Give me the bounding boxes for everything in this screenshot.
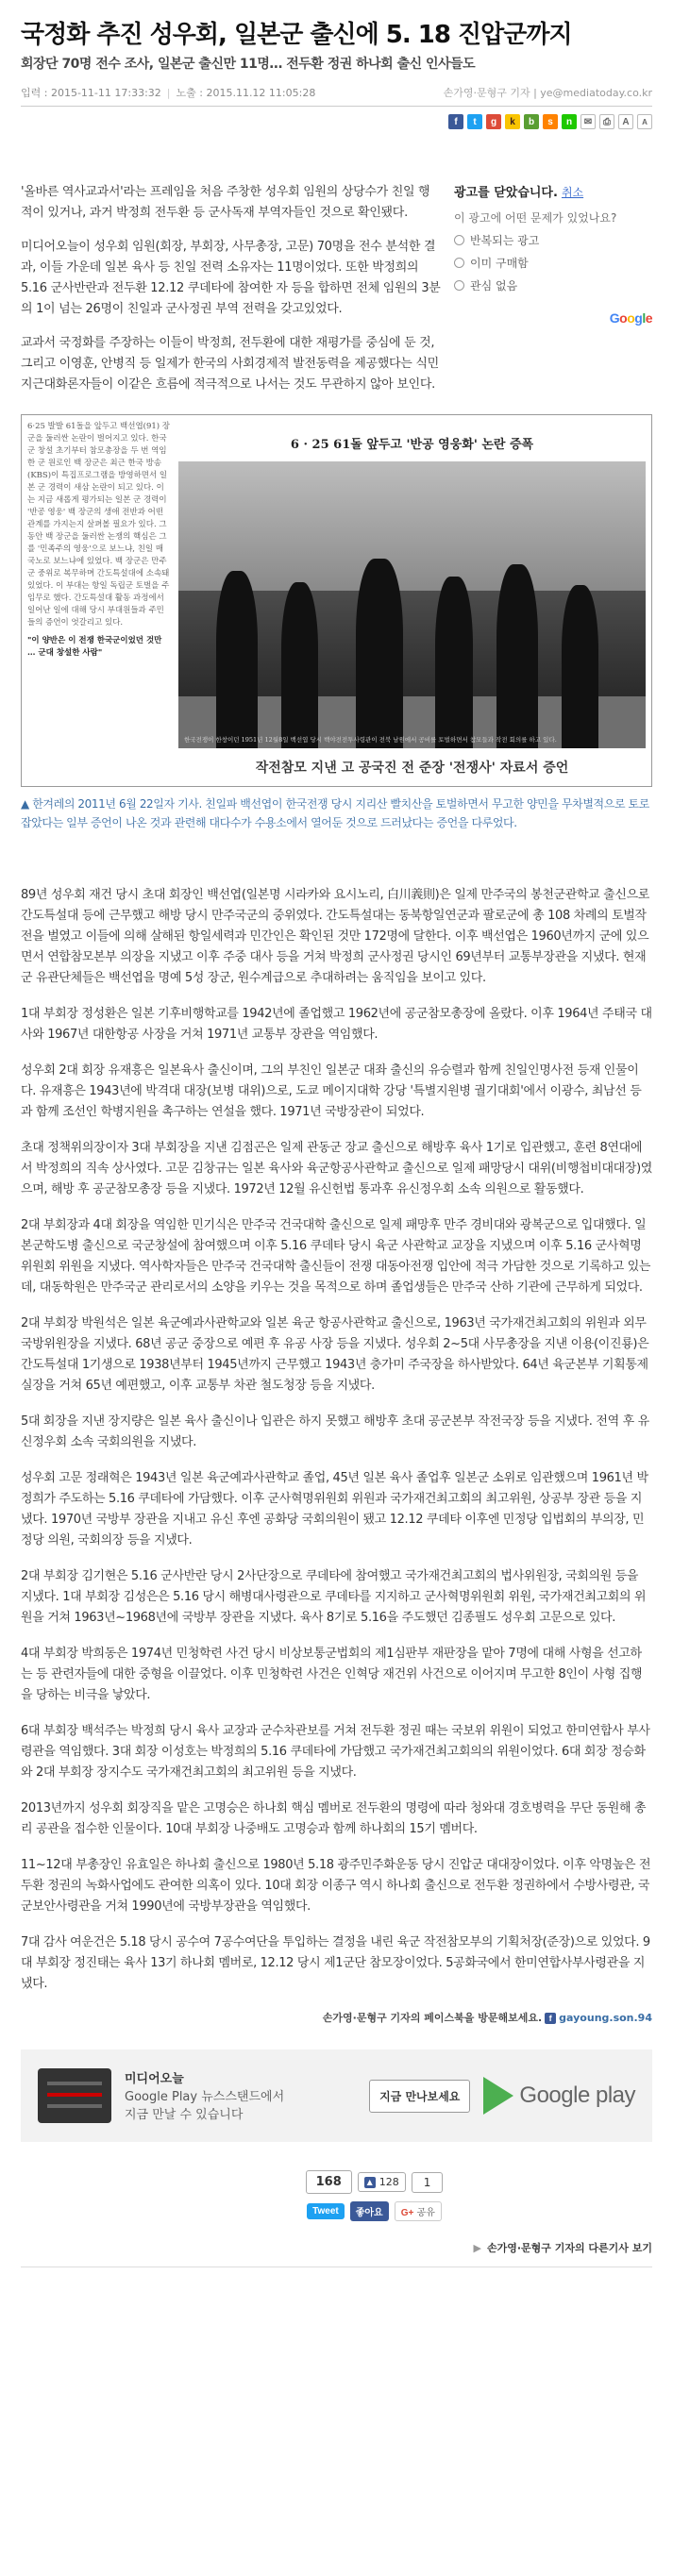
print-icon[interactable]: ⎙: [599, 114, 614, 129]
font-decrease-icon[interactable]: A: [637, 114, 652, 129]
email-icon[interactable]: ✉: [580, 114, 596, 129]
figure-highlight: "이 양반은 이 전쟁 한국군이었던 것만 … 군대 창설한 사람": [27, 636, 162, 658]
ad-feedback-question: 이 광고에 어떤 문제가 있었나요?: [454, 211, 617, 225]
intro-paragraph: '올바른 역사교과서'라는 프레임을 처음 주창한 성우회 임원의 상당수가 친일 행적이 있거나, 과거 박정희 전두환 등 군사독재 부역자들인 것으로 확인됐다.: [21, 185, 430, 220]
figure-title: 6 · 25 61돌 앞두고 '반공 영웅화' 논란 증폭: [290, 438, 534, 452]
ad-feedback-option[interactable]: 이미 구매함: [454, 255, 652, 271]
media-logo: [38, 2068, 111, 2123]
promo-text: [125, 2068, 356, 2124]
article-paragraph: 2대 부회장 김기현은 5.16 군사반란 당시 2사단장으로 쿠데타에 참여했고 국가재건최고회의 법사위원장, 국회의원 등을 지냈다. 1대 부회장 김성은은 5.16 당시 해병대사령관으로 쿠데타를 지지하고 군사혁명위원회 위원, 국가재건최고회의 위원을 거쳐 1963년~1968년에 국방부 장관을 지냈다. 육사 8기로 5.16을 주도했던 김종필도 성우회 고문으로 있다.: [21, 1569, 647, 1625]
intro-paragraph: 교과서 국정화를 주장하는 이들이 박정희, 전두환에 대한 재평가를 중심에 둔 것, 그리고 이영훈, 안병직 등 일제가 한국의 사회경제적 발전동력을 제공했다는 식민지근대화론자들이 이같은 흐름에 적극적으로 나서는 것도 무관하지 않아 보인다.: [21, 336, 439, 392]
total-share-count: 168: [306, 2170, 352, 2194]
facebook-link[interactable]: gayoung.son.94: [559, 2012, 652, 2024]
published-time: 입력 : 2015-11-11 17:33:32: [21, 87, 161, 99]
article-subtitle: 회장단 70명 전수 조사, 일본군 출신만 11명… 전두환 정권 하나회 출신 인사들도: [21, 57, 476, 72]
reporter-byline: 손가영·문형구 기자의 페이스북을 방문해보세요. f gayoung.son.94: [322, 2012, 652, 2024]
article-paragraph: 2대 부회장과 4대 회장을 역임한 민기식은 만주국 건국대학 출신으로 일제 패망후 만주 경비대와 광복군으로 입대했다. 일본군학도병 출신으로 국군창설에 참여했으며 이후 5.16 쿠데타 당시 육군 사관학교 교장을 지냈으며 이후 5.16 군사혁명위원회 위원을 지냈다. 역사학자들은 만주국 건국대학 출신들이 전쟁 대동아전쟁 입안에 적극 가담한 것으로 기록하고 있는데, 대동학원은 만주국군 관리로서의 소양을 키우는 것을 목적으로 하며 졸업생들은 만주국 산하 기관에 근무하게 되었다.: [21, 1218, 651, 1295]
googleplus-count: 1: [412, 2172, 444, 2193]
photo-caption: 한국전쟁이 한창이던 1951년 12월8일 백선엽 당시 백야전전투사령관이 전북 남원에서 공비를 토벌하면서 참모들과 작전 회의를 하고 있다.: [184, 736, 557, 744]
figure-main: [178, 421, 646, 780]
twitter-share-icon[interactable]: t: [467, 114, 482, 129]
band-share-icon[interactable]: b: [524, 114, 539, 129]
article-paragraph: 4대 부회장 박희동은 1974년 민청학련 사건 당시 비상보통군법회의 제1심판부 재판장을 맡아 7명에 대해 사형을 선고하는 등 관련자들에 대한 중형을 이끌었다. 이후 민청학련 사건은 인혁당 재건위 사건으로 이어지며 무고한 8인이 사형 집행을 당하는 비극을 낳았다.: [21, 1647, 643, 1702]
tweet-button[interactable]: Tweet: [307, 2203, 345, 2219]
radio-icon[interactable]: [454, 280, 464, 291]
ad-closed-title: 광고를 닫았습니다. 취소: [454, 186, 584, 200]
ad-feedback-option[interactable]: 반복되는 광고: [454, 232, 652, 248]
timestamps: 입력 : 2015-11-11 17:33:32 | 노출 : 2015.11.12 11:05:28: [21, 87, 316, 99]
figure-bottom-title: 작전참모 지낸 고 공국진 전 준장 '전쟁사' 자료서 증언: [255, 761, 569, 776]
gplus-icon: G+: [400, 2208, 414, 2218]
font-increase-icon[interactable]: A: [618, 114, 633, 129]
googleplus-share-icon[interactable]: g: [486, 114, 501, 129]
facebook-count: ▲ 128: [358, 2172, 406, 2192]
modified-time: 노출 : 2015.11.12 11:05:28: [176, 87, 316, 99]
article-figure: [21, 414, 652, 787]
promo-name: 미디어오늘: [125, 2071, 184, 2086]
article-paragraph: 89년 성우회 재건 당시 초대 회장인 백선엽(일본명 시라카와 요시노리, 白川義則)은 일제 만주국의 봉천군관학교 출신으로 간도특설대 등에 근무했고 해방 당시 만주국군의 중위였다. 간도특설대는 동북항일연군과 팔로군에 총 108 차례의 토벌작전을 벌였고 이들에 의해 살해된 항일세력과 민간인은 확인된 것만 172명에 달한다. 이후 백선엽은 1960년까지 군에 있으면서 연합참모본부 의장을 지냈고 이후 주중 대사 등을 거쳐 박정희 군사정권 당시인 69년부터 교통부장관을 지냈다. 현재 군 유관단체들은 백선엽을 명예 5성 장군, 원수계급으로 추대하려는 움직임을 보이고 있다.: [21, 888, 649, 985]
social-actions: [307, 2201, 442, 2221]
intro-block: [21, 182, 652, 409]
radio-icon[interactable]: [454, 235, 464, 245]
kakao-share-icon[interactable]: k: [505, 114, 520, 129]
ad-feedback-option[interactable]: 관심 없음: [454, 277, 652, 293]
promo-cta-button[interactable]: 지금 만나보세요: [369, 2080, 470, 2113]
facebook-icon: f: [545, 2013, 556, 2024]
facebook-like-button[interactable]: 좋아요: [350, 2201, 389, 2221]
figure-caption: ▲ 한겨레의 2011년 6월 22일자 기사. 친일파 백선엽이 한국전쟁 당시 지리산 빨치산을 토벌하면서 무고한 양민을 무차별적으로 토로 잡았다는 일부 증언이 나온 것과 관련해 대다수가 수용소에서 열어둔 것으로 드러났다는 증언을 다루었다.: [21, 797, 649, 829]
promo-desc: Google Play 뉴스스탠드에서 지금 만날 수 있습니다: [125, 2089, 285, 2122]
figure-newspaper-text: 6·25 발발 61돌을 앞두고 백선엽(91) 장군을 둘러싼 논란이 벌어지고 있다. 한국군 창설 초기부터 참모총장을 두 번 역임한 군 원로인 백 장군은 최근 한국 방송(KBS)이 특집프로그램을 방영하면서 일본 군 경력이 새삼 논란이 되고 있다. 이는 지금 새롭게 평가되는 일본 군 경력이 '반공 영웅' 백 장군의 생애 전반과 어떤 관계를 가지는지 살펴볼 필요가 있다. 그동안 백 장군을 둘러싼 논쟁의 핵심은 그를 '민족주의 영웅'으로 보느냐, 친일 매국노로 보느냐에 있었다. 백 장군은 만주군 중위로 복무하며 간도특설대에 소속돼 있었다. 이 부대는 항일 독립군 토벌을 주 임무로 했다. 간도특설대 활동 과정에서 일어난 일에 대해 당시 부대원들과 주민들의 증언이 엇갈리고 있다. "이 양반은 이 전쟁 한국군이었던 것만 … 군대 창설한 사람": [27, 422, 171, 658]
arrow-right-icon: ▶: [473, 2241, 481, 2254]
article-paragraph: 2대 부회장 박원석은 일본 육군예과사관학교와 일본 육군 항공사관학교 출신으로, 1963년 국가재건최고회의 위원과 외무국방위원장을 지냈다. 68년 공군 중장으로 예편 후 유공 사장 등을 지냈다. 성우회 2~5대 사무총장을 지낸 이용(이진룡)은 간도특설대 1기생으로 1938년부터 1945년까지 근무했고 1943년 충가미 주국장을 하사받았다. 64년 육군본부 기획통제실장을 거쳐 65년 예편했고, 이후 교통부 차관 철도청장 등을 지냈다.: [21, 1316, 649, 1393]
googleplus-share-button[interactable]: G+ 공유: [395, 2201, 442, 2221]
article-paragraph: 5대 회장을 지낸 장지량은 일본 육사 출신이나 입관은 하지 못했고 해방후 초대 공군본부 작전국장 등을 지냈다. 전역 후 유신정우회 소속 국회의원을 지냈다.: [21, 1414, 649, 1449]
play-icon: [483, 2077, 513, 2115]
social-buttons: [21, 2170, 652, 2221]
naver-share-icon[interactable]: n: [562, 114, 577, 129]
article-paragraph: 성우회 고문 정래혁은 1943년 일본 육군예과사관학교 졸업, 45년 일본 육사 졸업후 일본군 소위로 임관했으며 1961년 박정희가 주도하는 5.16 쿠데타에 가담했다. 이후 군사혁명위원회 위원과 국가재건최고회의 최고위원, 상공부 장관 등을 지냈다. 1970년 국방부 장관을 지내고 유신 후엔 공화당 국회의원이 됐고 12.12 쿠데타 이후엔 민정당 입법회의 부의장, 민정당 의원, 국회의장 등을 지냈다.: [21, 1471, 648, 1547]
intro-text: [21, 182, 441, 409]
share-toolbar: [21, 107, 652, 137]
story-share-icon[interactable]: s: [543, 114, 558, 129]
radio-icon[interactable]: [454, 258, 464, 268]
meta-row: [21, 79, 652, 107]
article-paragraph: 초대 정책위의장이자 3대 부회장을 지낸 김점곤은 일제 관동군 장교 출신으로 해방후 육사 1기로 입관했고, 훈련 8연대에서 박정희의 직속 상사였다. 고문 김창규는 일본 육사와 육군항공사관학교 출신으로 일제 패망당시 대위(비행첩비대대장)였으며, 해방 후 공군참모총장 등을 지냈다. 1972년 12월 유신헌법 통과후 유신정우회 소속 의원으로 활동했다.: [21, 1141, 653, 1196]
social-counts: [306, 2170, 444, 2194]
article-paragraph: 성우회 2대 회장 유재흥은 일본육사 출신이며, 그의 부친인 일본군 대좌 출신의 유승렬과 함께 친일인명사전 등재 인물이다. 유재흥은 1943년에 박격대 대장(보병 대위)으로, 도쿄 메이지대학 강당 '특별지원병 궐기대회'에서 이광수, 최남선 등과 함께 조선인 학병지원을 촉구하는 연설을 했다. 1971년 국방장관이 되었다.: [21, 1063, 642, 1119]
article-paragraph: 2013년까지 성우회 회장직을 맡은 고명승은 하나회 핵심 멤버로 전두환의 명령에 따라 청와대 경호병력을 무단 동원해 총리 공관을 접수한 인물이다. 10대 부회장 나중배도 고명승과 함께 하나회의 15기 멤버다.: [21, 1801, 647, 1836]
article-paragraph: 7대 감사 여운건은 5.18 당시 공수여 7공수여단을 투입하는 결정을 내린 육군 작전참모부의 기획처장(준장)으로 있었다. 9대 부회장 정진태는 육사 13기 하나회 멤버로, 12.12 당시 제1군단 참모장이었다. 5공화국에서 한미연합사부사령관을 지냈다.: [21, 1935, 650, 1991]
article-paragraph: 6대 부회장 백석주는 박정희 당시 육사 교장과 군수차관보를 거쳐 전두환 정권 때는 국보위 위원이 되었고 한미연합사 부사령관을 역임했다. 3대 회장 이성호는 박정희의 5.16 쿠데타에 가담했고 국가재건최고회의의 위원이었다. 6대 회장 정승화와 2대 부회장 장지수도 국가재건최고회의 최고위원 등을 지냈다.: [21, 1724, 650, 1780]
undo-link[interactable]: 취소: [561, 186, 584, 199]
ad-feedback-box: [454, 182, 652, 409]
article-paragraph: 1대 부회장 정성환은 일본 기후비행학교를 1942년에 졸업했고 1962년에 공군참모총장에 올랐다. 이후 1964년 주태국 대사와 1967년 대한항공 사장을 거쳐 1971년 교통부 장관을 역임했다.: [21, 1007, 652, 1042]
article-paragraph: 11~12대 부총장인 유효일은 하나회 출신으로 1980년 5.18 광주민주화운동 당시 진압군 대대장이었다. 이후 악명높은 전두환 정권의 녹화사업에도 관여한 의혹이 있다. 10대 회장 이종구 역시 하나회 출신으로 전두환 정권하에서 수방사령관, 국군보안사령관을 거쳐 1990년에 국방부장관을 역임했다.: [21, 1858, 651, 1914]
article-body: [21, 885, 652, 1995]
historical-photo: [178, 461, 646, 748]
article-title: 국정화 추진 성우회, 일본군 출신에 5. 18 진압군까지: [21, 21, 572, 49]
reporter-info[interactable]: 손가영·문형구 기자 | ye@mediatoday.co.kr: [443, 87, 652, 99]
google-logo: Google: [609, 310, 652, 326]
more-articles-link[interactable]: ▶ 손가영·문형구 기자의 다른기사 보기: [21, 2240, 652, 2267]
google-play-badge[interactable]: Google play: [483, 2077, 635, 2115]
thumbs-up-icon: ▲: [364, 2177, 376, 2188]
facebook-share-icon[interactable]: f: [448, 114, 463, 129]
googleplay-promo: [21, 2049, 652, 2142]
intro-paragraph: 미디어오늘이 성우회 임원(회장, 부회장, 사무총장, 고문) 70명을 전수 분석한 결과, 이들 가운데 일본 육사 등 친일 전력 소유자는 11명이었다. 또한 박정희의 5.16 군사반란과 전두환 12.12 쿠데타에 참여한 자 등을 합하면 전체 임원의 3분의 1이 넘는 26명이 친일과 군사정권 부역 전력을 갖고있었다.: [21, 240, 441, 316]
